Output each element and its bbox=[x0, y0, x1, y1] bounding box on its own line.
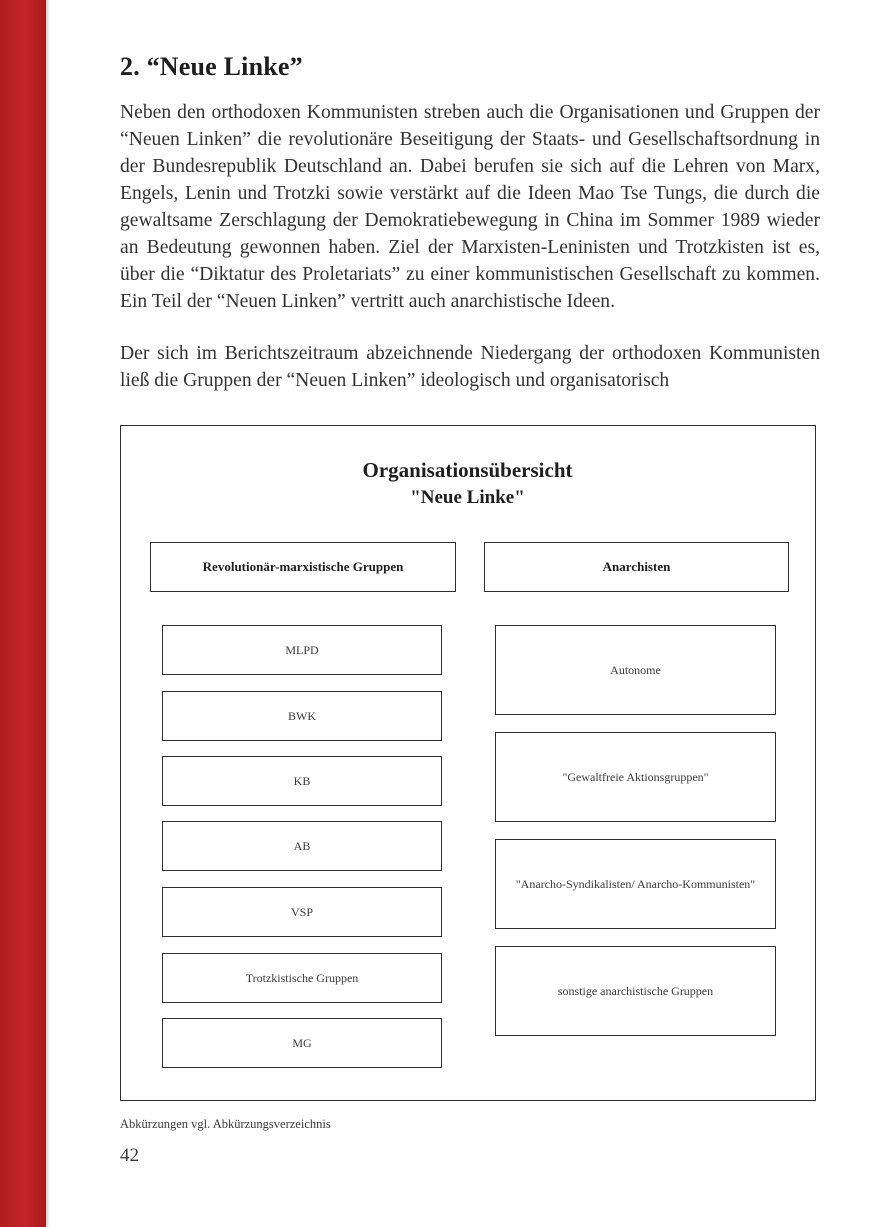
org-box-anarcho-syndicalists: "Anarcho-Syndikalisten/ Anarcho-Kommunisten" bbox=[495, 839, 776, 929]
org-box-trotskyist-groups: Trotzkistische Gruppen bbox=[162, 953, 442, 1003]
org-box-mlpd: MLPD bbox=[162, 625, 442, 675]
abbreviations-footnote: Abkürzungen vgl. Abkürzungsverzeichnis bbox=[120, 1117, 331, 1131]
diagram-subtitle: "Neue Linke" bbox=[410, 487, 525, 508]
org-box-autonome: Autonome bbox=[495, 625, 776, 715]
org-box-kb: KB bbox=[162, 756, 442, 806]
org-box-other-anarchist-groups: sonstige anarchistische Gruppen bbox=[495, 946, 776, 1036]
red-page-edge bbox=[0, 0, 46, 1227]
section-heading: 2. “Neue Linke” bbox=[120, 52, 303, 81]
marxist-groups-header: Revolutionär-marxistische Gruppen bbox=[150, 542, 456, 592]
org-box-bwk: BWK bbox=[162, 691, 442, 741]
page-edge-shadow bbox=[46, 0, 50, 1227]
anarchists-header: Anarchisten bbox=[484, 542, 789, 592]
organization-overview-diagram bbox=[120, 425, 816, 1101]
org-box-nonviolent-action-groups: "Gewaltfreie Aktionsgruppen" bbox=[495, 732, 776, 822]
paragraph-decline: Der sich im Berichtszeitraum abzeichnende Niedergang der orthodoxen Kommunisten ließ die Gruppen der “Neuen Linken” ideologisch und organisatorisch bbox=[120, 343, 820, 391]
diagram-title: Organisationsübersicht bbox=[362, 458, 573, 482]
paragraph-intro: Neben den orthodoxen Kommunisten streben auch die Organisationen und Gruppen der “Neuen Linken” die revolutionäre Beseitigung der Staats- und Gesellschaftsordnung in der Bundesrepublik Deutschland an. Dabei berufen sie sich auf die Lehren von Marx, Engels, Lenin und Trotzki sowie verstärkt auf die Ideen Mao Tse Tungs, die durch die gewaltsame Zerschlagung der Demokratiebewegung in China im Sommer 1989 wieder an Bedeutung gewonnen haben. Ziel der Marxisten-Leninisten und Trotzkisten ist es, über die “Diktatur des Proletariats” zu einer kommunistischen Gesellschaft zu kommen. Ein Teil der “Neuen Linken” vertritt auch anarchistische Ideen. bbox=[120, 102, 820, 312]
org-box-ab: AB bbox=[162, 821, 442, 871]
org-box-vsp: VSP bbox=[162, 887, 442, 937]
page-number: 42 bbox=[120, 1145, 139, 1166]
org-box-mg: MG bbox=[162, 1018, 442, 1068]
